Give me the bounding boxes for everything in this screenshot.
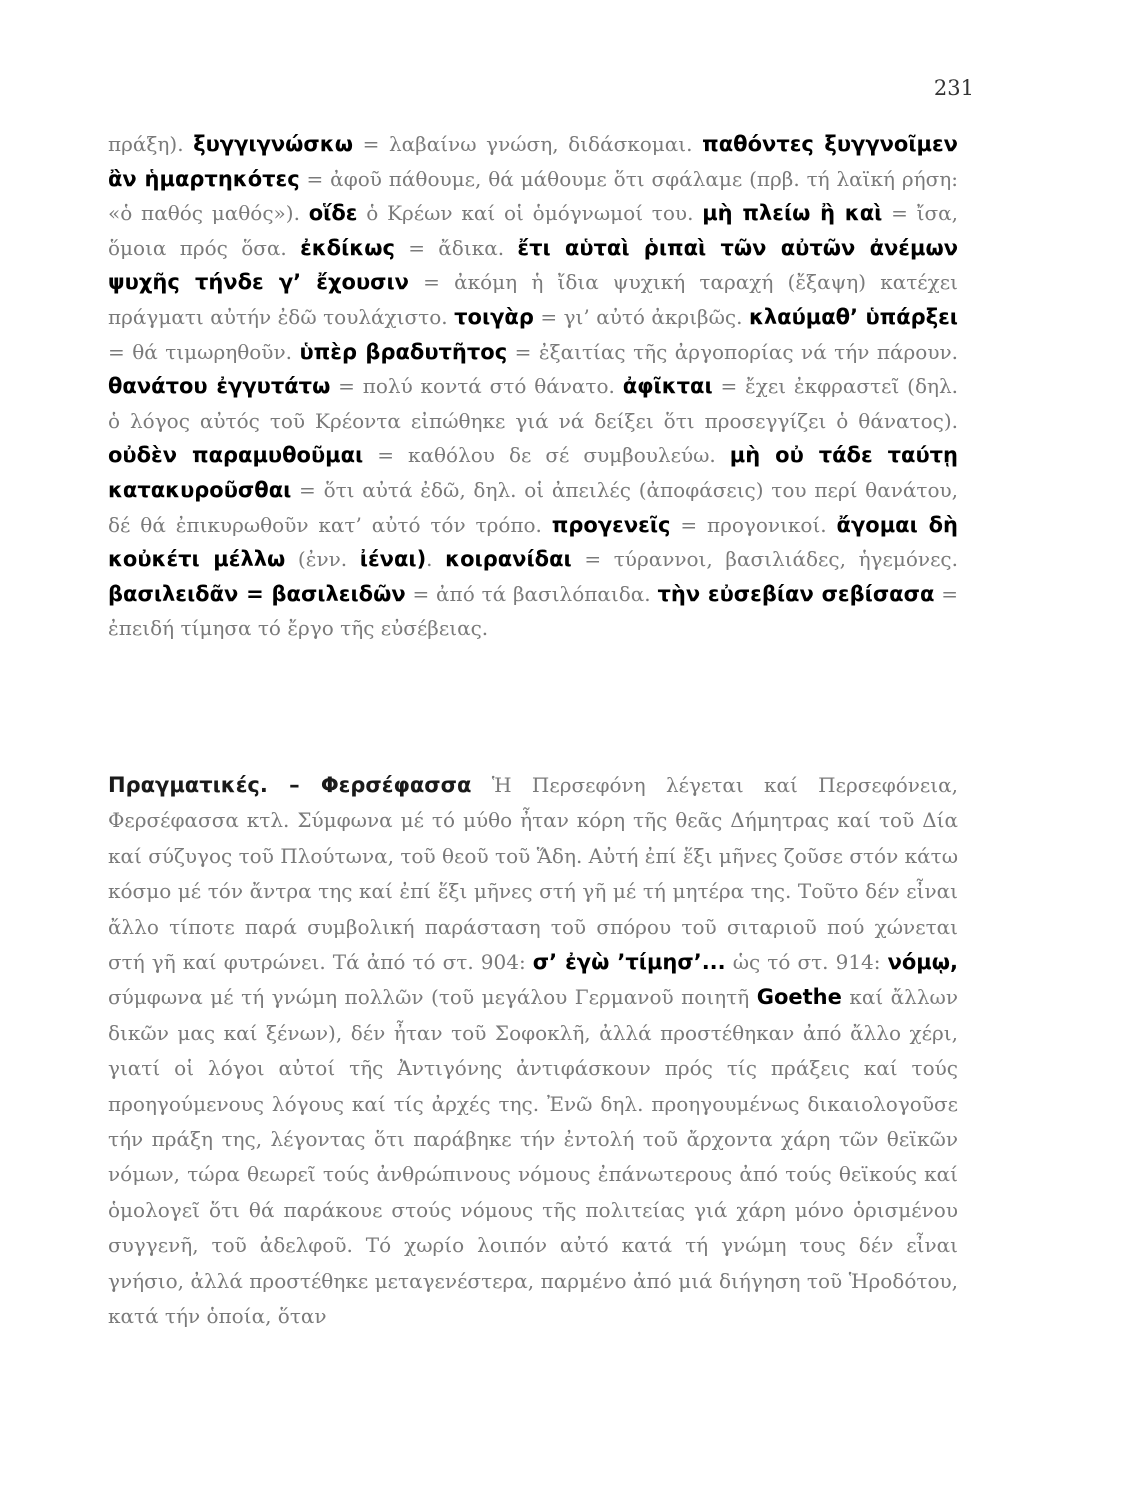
lemma-term: βασιλειδᾶν = βασιλειδῶν [108, 581, 406, 606]
lemma-term: ἀφῖκται [622, 374, 713, 399]
lemma-term: τοιγὰρ [454, 304, 534, 329]
lemma-term: τὴν εὐσεβίαν σεβίσασα [657, 581, 935, 606]
gloss-text: πράξη). [108, 132, 194, 156]
lemma-term: προγενεῖς [551, 512, 671, 537]
lemma-term: οὐδὲν παραμυθοῦμαι [108, 443, 364, 468]
page-number: 231 [933, 76, 974, 100]
gloss-text: = προγονικοί. [670, 512, 837, 537]
lemma-term: ἄγομαι δὴ κοὐκέτι μέλλω [108, 512, 958, 572]
factual-notes-paragraph [108, 768, 958, 1335]
gloss-text: = ὅτι αὐτά ἐδῶ, δηλ. οἱ ἀπειλές (ἀποφάσεις) του περί θανάτου, δέ θά ἐπικυρωθοῦν κατ’ αὐτό τόν τρόπο. [108, 477, 958, 537]
lemma-term: κοιρανίδαι [445, 547, 572, 572]
gloss-text: = ἀπό τά βασιλόπαιδα. [405, 581, 658, 606]
lemma-term: σ’ ἐγὼ ’τίμησ’... [532, 950, 726, 975]
lemma-term: Goethe [756, 985, 842, 1010]
lemma-term: οἵδε [308, 201, 358, 226]
commentary-paragraph [108, 127, 958, 646]
lemma-term: θανάτου ἐγγυτάτω [108, 374, 331, 399]
lemma-term: μὴ πλείω ἢ καὶ [702, 201, 883, 226]
gloss-text: ὡς τό στ. 914: [725, 950, 888, 975]
lemma-term: ξυγγιγνώσκω [193, 132, 353, 156]
lemma-term: ἐκδίκως [300, 235, 395, 260]
gloss-text: = τύραννοι, βασιλιάδες, ἡγεμόνες. [571, 547, 958, 572]
gloss-text: = ἐξαιτίας τῆς ἀργοπορίας νά τήν πάρουν. [507, 339, 958, 364]
lemma-term: νόμῳ, [887, 950, 958, 975]
gloss-text: = ἀκόμη ἡ ἴδια ψυχική ταραχή (ἔξαψη) κατέχει πράγματι αὐτήν ἐδῶ τουλάχιστο. [108, 270, 958, 329]
lemma-term: μὴ οὐ τάδε ταύτῃ κατακυροῦσθαι [108, 443, 958, 502]
lemma-term: ἔτι αὑταὶ ῥιπαὶ τῶν αὐτῶν ἀνέμων ψυχῆς τήνδε γ’ ἔχουσιν [108, 235, 958, 295]
lemma-term: παθόντες ξυγγνοῖμεν ἂν ἡμαρτηκότες [108, 132, 958, 191]
gloss-text: = ἐπειδή τίμησα τό ἔργο τῆς εὐσέβειας. [108, 581, 958, 641]
gloss-text: = θά τιμωρηθοῦν. [108, 339, 300, 364]
section-heading: Πραγματικές. – Φερσέφασσα [108, 773, 472, 797]
gloss-text: = καθόλου δε σέ συμβουλεύω. [363, 443, 730, 468]
lemma-term: ὑπὲρ βραδυτῆτος [299, 339, 508, 364]
gloss-text: = πολύ κοντά στό θάνατο. [330, 374, 623, 399]
lemma-term: κλαύμαθ’ ὑπάρξει [748, 304, 958, 329]
gloss-text: . [426, 547, 446, 572]
gloss-text: = ἔχει ἐκφραστεῖ (δηλ. ὁ λόγος αὐτός τοῦ Κρέοντα εἰπώθηκε γιά νά δείξει ὅτι προσεγγίζει ὁ θάνατος). [108, 374, 958, 433]
gloss-text: Ἡ Περσεφόνη λέγεται καί Περσεφόνεια, Φερσέφασσα κτλ. Σύμφωνα μέ τό μύθο ἦταν κόρη τῆς θεᾶς Δήμητρας καί τοῦ Δία καί σύζυγος τοῦ Πλούτωνα, τοῦ θεοῦ τοῦ Ἅδη. Αὐτή ἐπί ἕξι μῆνες ζοῦσε στόν κάτω κόσμο μέ τόν ἄντρα της καί ἐπί ἕξι μῆνες στή γῆ μέ τή μητέρα της. Τοῦτο δέν εἶναι ἄλλο τίποτε παρά συμβολική παράσταση τοῦ σπόρου τοῦ σιταριοῦ πού χώνεται στή γῆ καί φυτρώνει. Τά ἀπό τό στ. 904: [108, 773, 958, 975]
gloss-text: (ἐνν. [285, 547, 360, 572]
gloss-text: = ἀφοῦ πάθουμε, θά μάθουμε ὅτι σφάλαμε (πρβ. τή λαϊκή ρήση: «ὁ παθός μαθός»). [108, 166, 958, 226]
gloss-text: ὁ Κρέων καί οἱ ὁμόγνωμοί του. [357, 201, 703, 226]
gloss-text: καί ἄλλων δικῶν μας καί ξένων), δέν ἦταν τοῦ Σοφοκλῆ, ἀλλά προστέθηκαν ἀπό ἄλλο χέρι, γιατί οἱ λόγοι αὐτοί τῆς Ἀντιγόνης ἀντιφάσκουν πρός τίς πράξεις καί τούς προηγούμενους λόγους καί τίς ἀρχές της. Ἐνῶ δηλ. προηγουμένως δικαιολογοῦσε τήν πράξη της, λέγοντας ὅτι παράβηκε τήν ἐντολή τοῦ ἄρχοντα χάρη τῶν θεϊκῶν νόμων, τώρα θεωρεῖ τούς ἀνθρώπινους νόμους ἐπάνωτερους ἀπό τούς θεϊκούς καί ὁμολογεῖ ὅτι θά παράκουε στούς νόμους τῆς πολιτείας γιά χάρη μόνο ὁρισμένου συγγενῆ, τοῦ ἀδελφοῦ. Τό χωρίο λοιπόν αὐτό κατά τή γνώμη τους δέν εἶναι γνήσιο, ἀλλά προστέθηκε μεταγενέστερα, παρμένο ἀπό μιά διήγηση τοῦ Ἡροδότου, κατά τήν ὁποία, ὅταν [108, 985, 958, 1329]
gloss-text: = ἴσα, ὅμοια πρός ὅσα. [108, 201, 958, 260]
gloss-text: σύμφωνα μέ τή γνώμη πολλῶν (τοῦ μεγάλου Γερμανοῦ ποιητῆ [108, 985, 757, 1010]
gloss-text: = λαβαίνω γνώση, διδάσκομαι. [352, 132, 703, 156]
gloss-text: = ἄδικα. [394, 235, 518, 260]
gloss-text: = γι’ αὐτό ἀκριβῶς. [533, 304, 749, 329]
lemma-term: ἰέναι) [359, 547, 427, 572]
